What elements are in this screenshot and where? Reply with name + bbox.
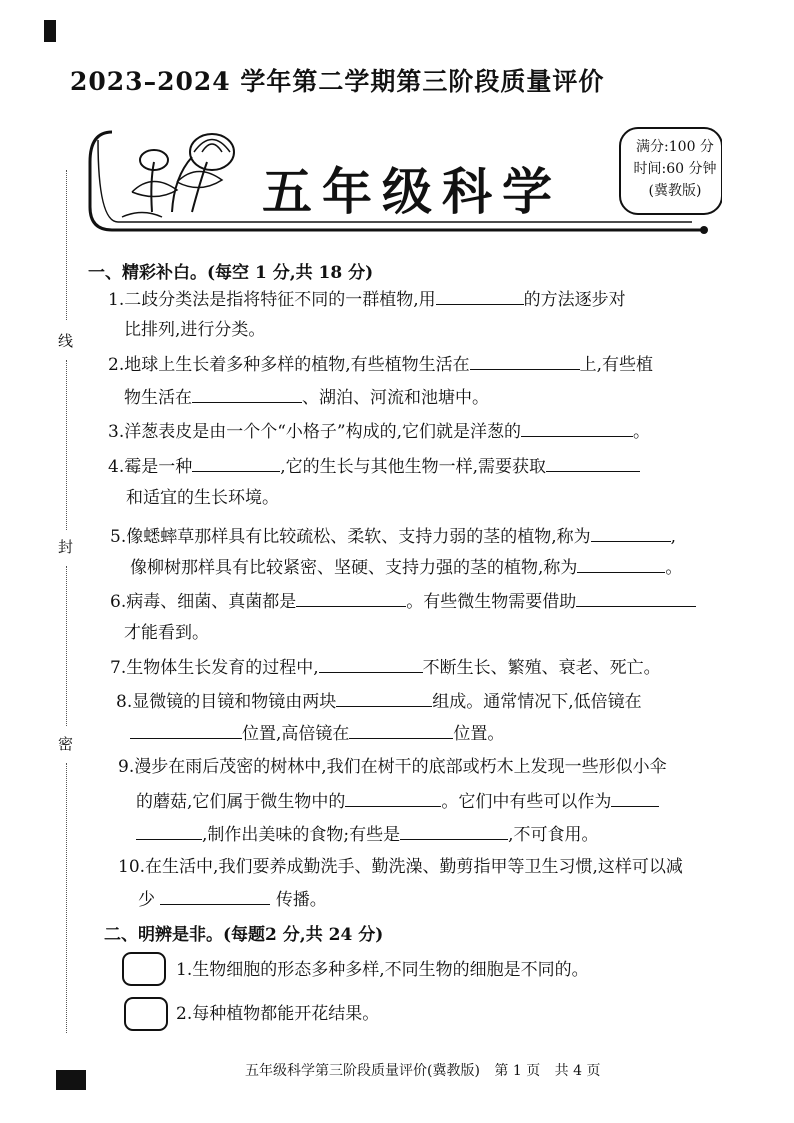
answer-blank[interactable] [400, 823, 508, 840]
answer-blank[interactable] [192, 386, 302, 403]
edition: (冀教版) [648, 183, 702, 199]
question-10: 10.在生活中,我们要养成勤洗手、勤洗澡、勤剪指甲等卫生习惯,这样可以减 [118, 857, 683, 877]
answer-blank[interactable] [521, 420, 633, 437]
title-banner [82, 122, 722, 240]
section-1-title: 一、精彩补白。(每空 1 分,共 18 分) [88, 263, 374, 283]
answer-blank[interactable] [192, 455, 280, 472]
answer-blank[interactable] [546, 455, 640, 472]
question-9: 9.漫步在雨后茂密的树林中,我们在树干的底部或朽木上发现一些形似小伞 [118, 757, 667, 777]
question-8-cont: 位置,高倍镜在 位置。 [130, 722, 504, 744]
answer-blank[interactable] [591, 525, 671, 542]
binding-line [52, 170, 82, 1040]
section-2-title: 二、明辨是非。(每题2 分,共 24 分) [104, 925, 384, 945]
question-9-cont-1: 的蘑菇,它们属于微生物中的 。它们中有些可以作为 [136, 790, 659, 812]
question-7: 7.生物体生长发育的过程中, 不断生长、繁殖、衰老、死亡。 [110, 658, 661, 678]
question-2-cont: 物生活在 、湖泊、河流和池塘中。 [124, 388, 489, 408]
question-4: 4.霉是一种 ,它的生长与其他生物一样,需要获取 [108, 455, 640, 477]
question-9-cont-2: ,制作出美味的食物;有些是 ,不可食用。 [136, 823, 599, 845]
exam-time: 时间:60 分钟 [633, 161, 717, 177]
judgment-question-1: 1.生物细胞的形态多种多样,不同生物的细胞是不同的。 [176, 960, 589, 980]
score-info-box [627, 136, 723, 202]
answer-blank[interactable] [349, 722, 453, 739]
full-score: 满分:100 分 [636, 139, 714, 155]
footer-total-pages: 共 4 页 [554, 1063, 601, 1079]
question-2: 2.地球上生长着多种多样的植物,有些植物生活在 上,有些植 [108, 355, 654, 375]
page-footer [245, 1060, 610, 1080]
binding-char-feng: 封 [58, 538, 74, 556]
registration-mark [44, 20, 56, 42]
question-4-cont: 和适宜的生长环境。 [126, 488, 279, 508]
footer-subject: 五年级科学第三阶段质量评价(冀教版) [245, 1063, 480, 1079]
answer-blank[interactable] [336, 690, 432, 707]
answer-blank[interactable] [345, 790, 441, 807]
question-5-cont: 像柳树那样具有比较紧密、坚硬、支持力强的茎的植物,称为 。 [130, 558, 683, 578]
answer-blank[interactable] [160, 888, 270, 905]
answer-blank[interactable] [130, 722, 242, 739]
exam-title: 2023–2024 学年第二学期第三阶段质量评价 [70, 67, 605, 96]
question-1-cont: 比排列,进行分类。 [124, 320, 266, 340]
binding-char-xian: 线 [58, 332, 74, 350]
question-5: 5.像蟋蟀草那样具有比较疏松、柔软、支持力弱的茎的植物,称为 , [110, 527, 677, 547]
subject-title: 五年级科学 [262, 162, 562, 221]
answer-bracket[interactable] [122, 952, 166, 986]
binding-char-mi: 密 [58, 735, 74, 753]
question-10-cont: 少 传播。 [138, 890, 327, 910]
question-3: 3.洋葱表皮是由一个个“小格子”构成的,它们就是洋葱的 。 [108, 422, 651, 442]
answer-blank[interactable] [576, 590, 696, 607]
question-1: 1.二歧分类法是指将特征不同的一群植物,用 的方法逐步对 [108, 290, 626, 310]
answer-blank[interactable] [611, 790, 659, 807]
answer-blank[interactable] [319, 656, 423, 673]
registration-mark [56, 1070, 86, 1090]
judgment-question-2: 2.每种植物都能开花结果。 [176, 1004, 380, 1024]
answer-blank[interactable] [296, 590, 406, 607]
answer-blank[interactable] [436, 288, 524, 305]
answer-bracket[interactable] [124, 997, 168, 1031]
answer-blank[interactable] [470, 353, 580, 370]
footer-page-number: 第 1 页 [494, 1063, 541, 1079]
question-6: 6.病毒、细菌、真菌都是 。有些微生物需要借助 [110, 590, 696, 612]
answer-blank[interactable] [136, 823, 202, 840]
question-6-cont: 才能看到。 [124, 623, 209, 643]
question-8: 8.显微镜的目镜和物镜由两块 组成。通常情况下,低倍镜在 [116, 692, 642, 712]
answer-blank[interactable] [577, 556, 665, 573]
